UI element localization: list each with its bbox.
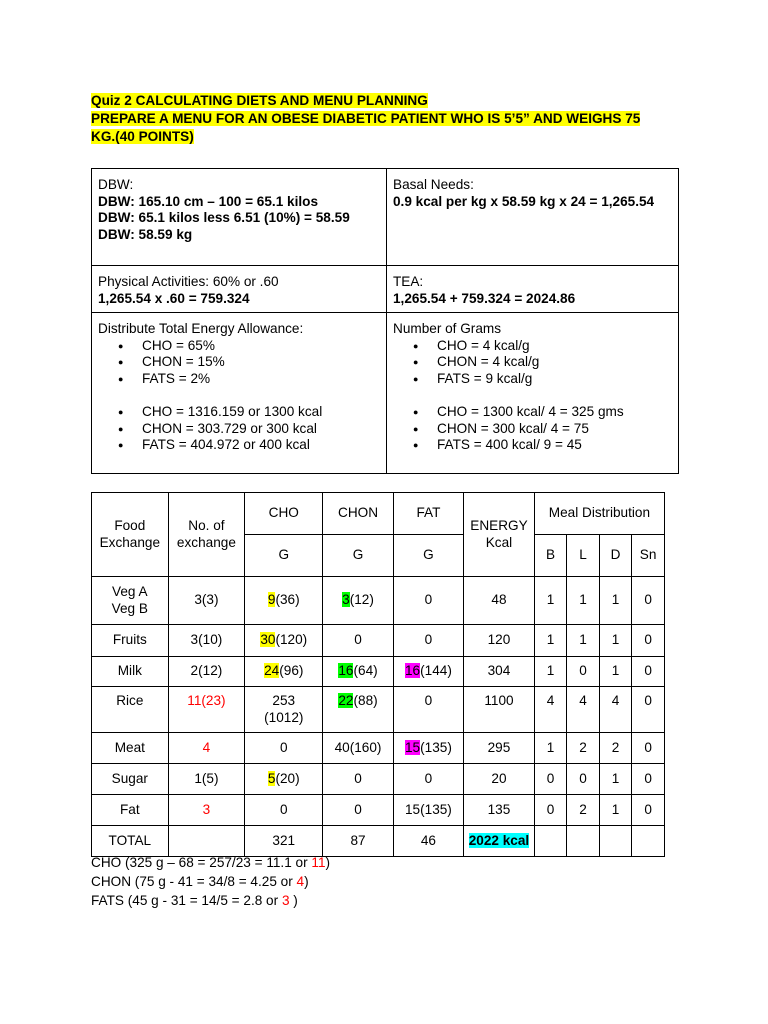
cho-value: 5(20): [245, 764, 323, 795]
quiz-title: Quiz 2 CALCULATING DIETS AND MENU PLANNING: [91, 93, 428, 108]
total-cho: 321: [245, 826, 323, 857]
energy-value: 120: [464, 625, 535, 657]
total-dinner: [599, 826, 632, 857]
header-cho: CHO: [245, 493, 323, 535]
tea-calc: 1,265.54 + 759.324 = 2024.86: [393, 290, 576, 306]
table-header-row: [92, 493, 665, 535]
cho-value: 0: [245, 795, 323, 826]
dbw-label: DBW:: [98, 177, 134, 192]
breakfast-value: 0: [534, 795, 566, 826]
fat-value: 15(135): [393, 733, 463, 764]
dbw-line: DBW: 65.1 kilos less 6.51 (10%) = 58.59: [98, 210, 350, 225]
chon-value: 40(160): [323, 733, 393, 764]
header-cho-unit: G: [245, 535, 323, 577]
table-row: [92, 733, 665, 764]
snack-value: 0: [632, 733, 665, 764]
physical-activities-cell: [92, 266, 387, 313]
total-snack: [632, 826, 665, 857]
distribute-energy-cell: [92, 313, 387, 474]
total-energy: 2022 kcal: [464, 826, 535, 857]
total-exchange: [168, 826, 245, 857]
exchange-count: 3(10): [168, 625, 245, 657]
energy-value: 20: [464, 764, 535, 795]
energy-value: 1100: [464, 687, 535, 733]
fat-value: 0: [393, 764, 463, 795]
dbw-cell: [92, 169, 387, 266]
chon-value: 3(12): [323, 577, 393, 625]
list-item: ● FATS = 2%: [142, 371, 380, 388]
dinner-value: 1: [599, 625, 632, 657]
kcal-list: [98, 404, 380, 454]
header-snack: Sn: [632, 535, 665, 577]
fat-value: 15(135): [393, 795, 463, 826]
exchange-count: 4: [168, 733, 245, 764]
header-fat-unit: G: [393, 535, 463, 577]
cho-value: 253 (1012): [245, 687, 323, 733]
chon-value: 16(64): [323, 657, 393, 687]
lunch-value: 0: [567, 764, 599, 795]
lunch-value: 0: [567, 657, 599, 687]
lunch-value: 1: [567, 625, 599, 657]
table-row: [92, 625, 665, 657]
total-breakfast: [534, 826, 566, 857]
food-name: Veg A Veg B: [92, 577, 169, 625]
lunch-value: 1: [567, 577, 599, 625]
breakfast-value: 1: [534, 657, 566, 687]
distribute-label: Distribute Total Energy Allowance:: [98, 321, 304, 336]
breakfast-value: 1: [534, 577, 566, 625]
grams-label: Number of Grams: [393, 321, 502, 336]
basal-calc: 0.9 kcal per kg x 58.59 kg x 24 = 1,265.54: [393, 193, 655, 209]
fat-value: 0: [393, 687, 463, 733]
header-chon-unit: G: [323, 535, 393, 577]
energy-value: 304: [464, 657, 535, 687]
exchange-count: 11(23): [168, 687, 245, 733]
breakfast-value: 1: [534, 625, 566, 657]
dinner-value: 1: [599, 764, 632, 795]
list-item: ● FATS = 400 kcal/ 9 = 45: [437, 437, 672, 454]
basal-needs-cell: [387, 169, 679, 266]
energy-value: 295: [464, 733, 535, 764]
chon-value: 0: [323, 764, 393, 795]
breakfast-value: 1: [534, 733, 566, 764]
list-item: ● CHO = 4 kcal/g: [437, 338, 672, 355]
percent-list: [98, 338, 380, 388]
dinner-value: 1: [599, 577, 632, 625]
fat-value: 0: [393, 577, 463, 625]
cho-value: 24(96): [245, 657, 323, 687]
exchange-count: 1(5): [168, 764, 245, 795]
list-item: ● FATS = 9 kcal/g: [437, 371, 672, 388]
header-number-of-exchange: No. of exchange: [168, 493, 245, 577]
cho-computation: CHO (325 g – 68 = 257/23 = 11.1 or 11): [91, 855, 331, 870]
tea-label: TEA:: [393, 274, 424, 289]
table-row: [92, 577, 665, 625]
snack-value: 0: [632, 577, 665, 625]
total-label: TOTAL: [92, 826, 169, 857]
snack-value: 0: [632, 795, 665, 826]
list-item: ● CHON = 4 kcal/g: [437, 354, 672, 371]
basal-label: Basal Needs:: [393, 177, 474, 192]
lunch-value: 2: [567, 795, 599, 826]
energy-value: 135: [464, 795, 535, 826]
exchange-computation-notes: [91, 853, 330, 910]
table-row: [92, 795, 665, 826]
header-chon: CHON: [323, 493, 393, 535]
header-dinner: D: [599, 535, 632, 577]
table-row: [92, 657, 665, 687]
table-row: [92, 764, 665, 795]
lunch-value: 4: [567, 687, 599, 733]
fats-computation: FATS (45 g - 31 = 14/5 = 2.8 or 3 ): [91, 893, 298, 908]
total-fat: 46: [393, 826, 463, 857]
breakfast-value: 4: [534, 687, 566, 733]
quiz-instruction: PREPARE A MENU FOR AN OBESE DIABETIC PATIENT WHO IS 5’5” AND WEIGHS 75 KG.(40 POINTS): [91, 111, 641, 144]
food-name: Fat: [92, 795, 169, 826]
header-meal-distribution: Meal Distribution: [534, 493, 664, 535]
chon-computation: CHON (75 g - 41 = 34/8 = 4.25 or 4): [91, 874, 309, 889]
list-item: ● CHO = 1316.159 or 1300 kcal: [142, 404, 380, 421]
dinner-value: 1: [599, 795, 632, 826]
tea-cell: [387, 266, 679, 313]
dinner-value: 2: [599, 733, 632, 764]
physical-label: Physical Activities: 60% or .60: [98, 274, 279, 289]
exchange-count: 3: [168, 795, 245, 826]
total-chon: 87: [323, 826, 393, 857]
header-food-exchange: Food Exchange: [92, 493, 169, 577]
header-fat: FAT: [393, 493, 463, 535]
cho-value: 9(36): [245, 577, 323, 625]
header-breakfast: B: [534, 535, 566, 577]
list-item: ● CHON = 300 kcal/ 4 = 75: [437, 421, 672, 438]
dbw-line: DBW: 58.59 kg: [98, 226, 193, 242]
physical-calc: 1,265.54 x .60 = 759.324: [98, 290, 250, 306]
dbw-line: DBW: 165.10 cm – 100 = 65.1 kilos: [98, 193, 319, 209]
food-exchange-table: [91, 492, 665, 857]
lunch-value: 2: [567, 733, 599, 764]
header-lunch: L: [567, 535, 599, 577]
chon-value: 22(88): [323, 687, 393, 733]
list-item: ● FATS = 404.972 or 400 kcal: [142, 437, 380, 454]
food-name: Milk: [92, 657, 169, 687]
list-item: ● CHO = 65%: [142, 338, 380, 355]
fat-value: 0: [393, 625, 463, 657]
snack-value: 0: [632, 687, 665, 733]
table-total-row: [92, 826, 665, 857]
exchange-count: 3(3): [168, 577, 245, 625]
grams-result-list: [393, 404, 672, 454]
dinner-value: 4: [599, 687, 632, 733]
total-lunch: [567, 826, 599, 857]
snack-value: 0: [632, 625, 665, 657]
list-item: ● CHON = 15%: [142, 354, 380, 371]
snack-value: 0: [632, 657, 665, 687]
table-row: [92, 687, 665, 733]
cho-value: 30(120): [245, 625, 323, 657]
energy-value: 48: [464, 577, 535, 625]
factor-list: [393, 338, 672, 388]
food-name: Rice: [92, 687, 169, 733]
list-item: ● CHO = 1300 kcal/ 4 = 325 gms: [437, 404, 672, 421]
cho-value: 0: [245, 733, 323, 764]
food-name: Fruits: [92, 625, 169, 657]
fat-value: 16(144): [393, 657, 463, 687]
list-item: ● CHON = 303.729 or 300 kcal: [142, 421, 380, 438]
number-of-grams-cell: [387, 313, 679, 474]
snack-value: 0: [632, 764, 665, 795]
food-name: Sugar: [92, 764, 169, 795]
exchange-count: 2(12): [168, 657, 245, 687]
header-energy: ENERGY Kcal: [464, 493, 535, 577]
chon-value: 0: [323, 795, 393, 826]
quiz-header: [91, 92, 671, 146]
calculation-table: [91, 168, 679, 474]
food-name: Meat: [92, 733, 169, 764]
breakfast-value: 0: [534, 764, 566, 795]
chon-value: 0: [323, 625, 393, 657]
dinner-value: 1: [599, 657, 632, 687]
